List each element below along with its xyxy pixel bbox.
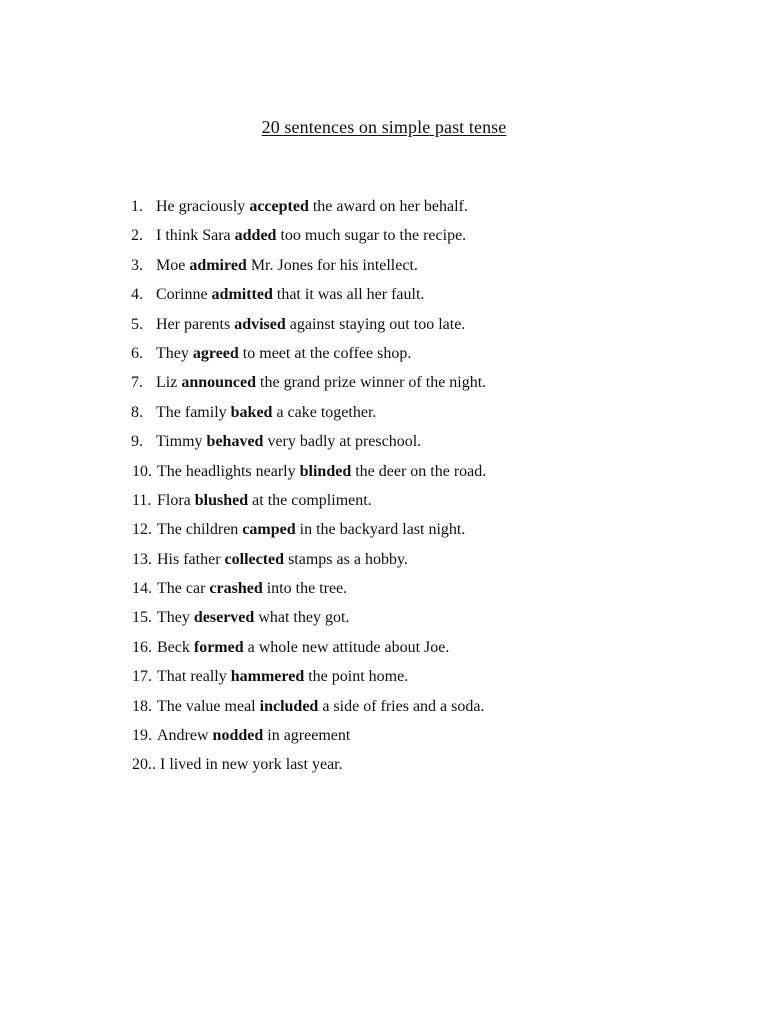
list-item: [0, 578, 768, 607]
past-tense-verb: admired: [189, 256, 247, 274]
sentence-text: The children camped in the backyard last night.: [157, 521, 466, 539]
sentence-text: They deserved what they got.: [157, 609, 350, 627]
sentence-text: Flora blushed at the compliment.: [157, 491, 372, 509]
list-item: [0, 549, 768, 578]
past-tense-verb: behaved: [206, 433, 264, 451]
sentence-text: Corinne admitted that it was all her fault.: [156, 286, 425, 304]
sentence-list: [0, 196, 768, 784]
past-tense-verb: included: [259, 697, 319, 715]
item-number: 12.: [132, 521, 152, 539]
sentence-text: I think Sara added too much sugar to the recipe.: [156, 227, 467, 245]
item-number: 4.: [131, 286, 143, 304]
list-item: [0, 461, 768, 490]
item-number: 6.: [131, 344, 143, 362]
item-number: 3.: [131, 256, 143, 274]
item-number: 9.: [131, 433, 143, 451]
sentence-text: The value meal included a side of fries and a soda.: [157, 697, 485, 715]
past-tense-verb: advised: [234, 315, 286, 333]
past-tense-verb: blinded: [299, 462, 352, 480]
list-item: [0, 284, 768, 313]
item-number: 7.: [131, 374, 143, 392]
past-tense-verb: formed: [193, 638, 244, 656]
sentence-text: I lived in new york last year.: [160, 756, 343, 774]
item-number: 11.: [132, 491, 152, 509]
past-tense-verb: added: [234, 227, 277, 245]
sentence-text: His father collected stamps as a hobby.: [157, 550, 408, 568]
sentence-text: Her parents advised against staying out too late.: [156, 315, 466, 333]
item-number: 15.: [132, 609, 152, 627]
list-item: [0, 637, 768, 666]
item-number: 1.: [131, 198, 143, 215]
list-item: [0, 754, 768, 783]
item-number: 10.: [132, 462, 152, 480]
past-tense-verb: camped: [242, 521, 296, 539]
sentence-text: They agreed to meet at the coffee shop.: [156, 344, 412, 362]
item-number: 18.: [132, 697, 152, 715]
sentence-text: Timmy behaved very badly at preschool.: [156, 433, 422, 451]
list-item: [0, 225, 768, 254]
list-item: [0, 343, 768, 372]
sentence-text: Liz announced the grand prize winner of the night.: [156, 374, 487, 392]
sentence-text: That really hammered the point home.: [157, 668, 409, 686]
sentence-text: Andrew nodded in agreement: [157, 727, 351, 745]
item-number: 16.: [132, 638, 152, 656]
past-tense-verb: nodded: [212, 727, 264, 745]
past-tense-verb: blushed: [194, 491, 249, 509]
past-tense-verb: collected: [224, 550, 285, 568]
past-tense-verb: crashed: [209, 580, 263, 598]
item-number: 19.: [132, 727, 152, 745]
sentence-text: The car crashed into the tree.: [157, 580, 348, 598]
list-item: [0, 372, 768, 401]
past-tense-verb: admitted: [211, 286, 273, 304]
past-tense-verb: announced: [181, 374, 257, 392]
list-item: [0, 196, 768, 225]
list-item: [0, 519, 768, 548]
list-item: [0, 314, 768, 343]
sentence-text: The headlights nearly blinded the deer on the road.: [157, 462, 487, 480]
list-item: [0, 402, 768, 431]
item-number: 13.: [132, 550, 152, 568]
list-item: [0, 607, 768, 636]
sentence-text: The family baked a cake together.: [156, 403, 377, 421]
sentence-text: Moe admired Mr. Jones for his intellect.: [156, 256, 418, 274]
item-number: 20..: [132, 756, 156, 774]
list-item: [0, 431, 768, 460]
past-tense-verb: baked: [230, 403, 273, 421]
list-item: [0, 725, 768, 754]
past-tense-verb: accepted: [249, 198, 309, 215]
item-number: 17.: [132, 668, 152, 686]
item-number: 5.: [131, 315, 143, 333]
list-item: [0, 490, 768, 519]
list-item: [0, 666, 768, 695]
page-title: 20 sentences on simple past tense: [261, 117, 507, 137]
sentence-text: Beck formed a whole new attitude about Joe.: [157, 638, 450, 656]
past-tense-verb: deserved: [193, 609, 255, 627]
list-item: [0, 696, 768, 725]
past-tense-verb: agreed: [192, 344, 239, 362]
item-number: 14.: [132, 580, 152, 598]
list-item: [0, 255, 768, 284]
past-tense-verb: hammered: [230, 668, 305, 686]
item-number: 2.: [131, 227, 143, 245]
sentence-text: He graciously accepted the award on her behalf.: [156, 198, 468, 215]
item-number: 8.: [131, 403, 143, 421]
